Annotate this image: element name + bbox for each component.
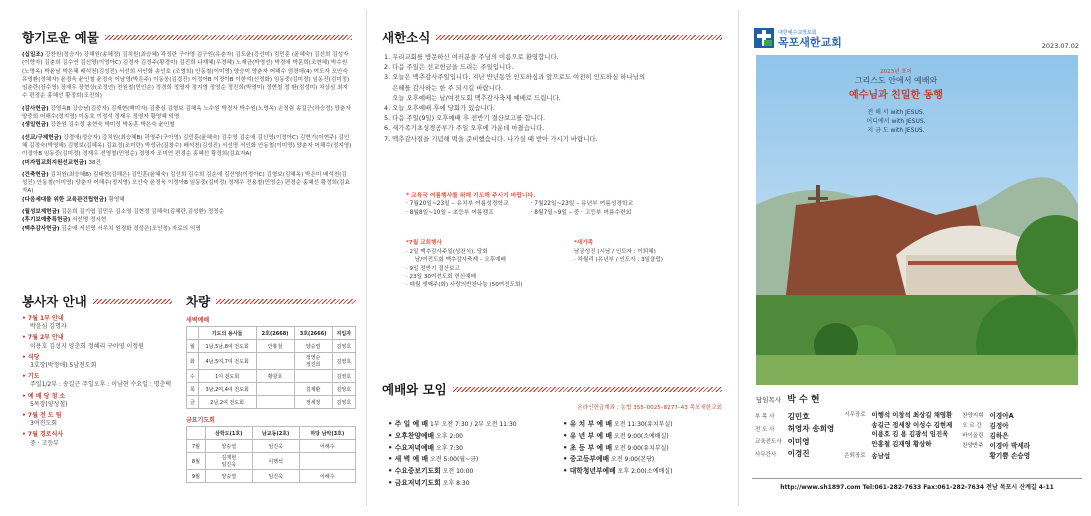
title-hatch [436,35,722,40]
service-section [22,292,172,448]
staff-row [959,450,1033,460]
church-logo [754,28,842,48]
prayer-box [406,192,722,218]
staff-label: 전 도 사 [755,426,775,433]
motto-line2: 예수님과 친밀한 동행 [849,90,943,101]
service-detail: 3호장(박정애) 5남전도회 [30,362,97,370]
table-row [187,470,356,483]
table-cell: 양승열 [205,470,252,483]
table-cell: 7월 [187,440,206,453]
family-item: · 차월리 (유년부 / 인도자 : 3일클럽) [574,257,663,264]
table-cell: 삼학도(1호) [205,427,252,440]
title-hatch [105,35,352,40]
worship-time: 오전 9:00(소예배실) [612,432,669,440]
staff-name: 이경아A [989,412,1014,420]
table-cell: 김영호 [332,383,355,396]
motto-banner [816,67,976,134]
family-block [574,239,663,289]
worship-name: • 금요저녁기도회 [388,478,441,487]
service-heading: • 7월 1부 안내 [22,315,64,322]
worship-time: 오후 7:30 [434,444,463,452]
table-row [187,327,356,340]
news-item: 은혜를 감사하는 한 주 되시길 바랍니다. [384,83,504,92]
worship-name: • 수요저녁예배 [388,443,435,452]
service-detail: 5목장(양성철) [30,400,68,408]
news-item: 2. 다음 주일은 선교헌금을 드리는 주일입니다. [384,63,514,72]
title-hatch [453,387,722,392]
service-list [22,315,172,448]
motto-sub1: 전 해 서 with JESUS. [867,109,925,116]
staff-row [752,410,837,423]
staff-name: 김하은 [989,432,1009,440]
family-title: *새가족 [574,240,594,247]
motto-sub3: 지 금 도 with JESUS. [867,127,925,134]
prayer-title: * 교육국 여름행사를 위해 기도해 주시기 바랍니다. [406,192,536,199]
staff-row [752,435,837,448]
service-detail: 박윤심 김명자 [30,323,67,331]
staff-name: 김민호 [787,411,810,421]
church-logo-text [778,28,842,48]
spring-entry: (맥추감사헌금) 김순애 서선명 서우치 원경화 정성은(조인정) 자료의 익명 [22,225,201,232]
table-cell: 3호(2666) [294,327,332,340]
table-row [187,396,356,409]
worship-time: 오후 8:30 [440,479,470,487]
news-item: 오늘 오후예배는 남/여전도회 맥추감사축제 예배로 드립니다. [384,93,561,102]
news-item: 5. 다음 주일(9일) 오후예배 후 전반기 결산보고를 합니다. [384,114,546,123]
column-news [370,0,732,516]
column-cover [742,0,1091,516]
table-cell: 황광호 [256,370,294,383]
table-cell: 목 [187,383,199,396]
next-gen-entry: (다음세대를 위한 교육관건립헌금) 황영혜 [22,196,125,203]
table-row [187,370,356,383]
elders-names: 이행석 이창석 최상길 채영환 송길근 정세창 이성수 김현제 이용호 김 용 김광석 임진욱 안홍철 김재영 황상하 [871,411,953,448]
staff-row [959,440,1033,450]
birthday-entry: (생일헌금) 강찬원 김수정 송현숙 박미정 박동훈 박은숙 윤인철 [22,122,175,129]
family-list [574,248,663,265]
table-cell: 기도의 용사들 [198,327,256,340]
offering-list [22,51,352,233]
staff-row [959,430,1033,440]
staff-block [752,410,1033,460]
staff-label: 오 르 간 [962,423,982,429]
staff-right [959,410,1033,460]
news-item: 4. 오늘 오후예배 후에 당회가 있습니다. [384,104,495,113]
worship-name: • 오후찬양예배 [388,431,435,440]
prayer-right [531,200,634,217]
car-table-friday [186,426,356,483]
news-item: 3. 오늘은 맥추감사주일입니다. 지난 반년동안 인도하심과 앞으로도 여전히 인도하실 하나님의 [384,73,645,82]
worship-item [563,466,673,478]
service-heading: • 예 배 당 청 소 [22,392,66,400]
table-cell [294,370,332,383]
news-item: 7. 맥추감사절을 기념해 떡을 준비했습니다. 나가실 때 받아 가시기 바랍니다. [384,134,598,143]
cross-logo-icon [754,28,774,48]
event-item: · 9일 전반기 결산보고 [406,265,460,272]
events-list [406,248,574,290]
table-cell: 남교동(2호) [252,427,299,440]
event-item: · 2일 맥추감사주일(성찬식), 당회 [406,248,488,255]
worship-section-title: 예배와 모임 [382,380,722,398]
table-cell: 안홍철 [256,340,294,353]
service-heading: • 7월 2부 안내 [22,334,64,342]
staff-name: 허영자 송희영 [787,424,835,434]
service-heading: • 식당 [22,353,40,361]
table-cell: 4남,5여,7여 전도회 [198,353,256,370]
service-detail: 3여전도회 [30,420,58,428]
service-heading: • 기도 [22,373,40,381]
service-heading: • 7월 경로식사 [22,431,64,439]
staff-label: 교육전도사 [755,439,782,446]
bulletin-date: 2023.07.02 [1041,42,1079,50]
prayer-item: · 8월7일~9일 – 중 · 고등부 여름수련회 [530,209,632,216]
footer-contact: http://www.sh1897.com Tel:061-282-7633 Fax:061-282-7634 전남 목포시 산계길 4-11 [752,478,1082,491]
staff-row [959,410,1033,420]
staff-row [959,420,1033,430]
table-cell: 하당 남악(3호) [299,427,355,440]
morning-entry: (월성보제헌금) 김은희 김기엽 김민우 김소영 김현정 김혜숙(김혜란,김성환) 정정순 [22,209,225,216]
worship-item [388,466,553,478]
event-item: · 23일 30여전도회 헌신예배 [406,273,476,280]
staff-left [752,410,837,460]
table-cell: 1여 전도회 [198,370,256,383]
prayer-item: · 7월22일~23일 – 유년부 여름성경학교 [530,201,634,208]
table-row [187,340,356,353]
table-cell [256,383,294,396]
worship-name: • 수요중보기도회 [388,467,441,476]
worship-name: • 유 년 부 예 배 [563,431,613,440]
table-cell: 지입자 [332,327,355,340]
staff-label: 부 목 사 [755,414,775,421]
offering-section-title: 향기로운 예물 [22,28,352,46]
table-cell [256,396,294,409]
title-hatch [93,299,172,304]
mission-entry: (선교/구제헌금) 강경애(정승자) 강치원(최승혜B) 곽영주(구아영) 김민훈(윤혜숙) 김수영 김순애 김신영(이정아C) 김현기(이현주) 김인혜 김정숙(박영혜) 김형보(김혜옥) 김효정(조미란) 박성규(김창수) 배석천(김성진) 서선명 서인화 안동철(이미영) 양춘자 어해수(정지영) 이정아B 임동중(김미정) 정재우 전영철(민영순) 정영자 조미연 편경순 홍혜선 황정희(김효자A) [22,134,352,158]
news-list [382,52,722,144]
worship-name: • 주 일 예 배 [388,420,429,428]
car-section-title: 차량 [186,292,356,310]
service-heading: • 7월 전 도 팀 [22,412,62,420]
worship-item [388,478,553,490]
news-section-title: 새한소식 [382,28,722,46]
worship-time: 오전 10:00 [440,468,474,476]
events-block [406,239,574,289]
staff-label: 사무간사 [755,451,777,458]
worship-time: 오전 9:00(유치부실) [612,444,669,452]
table-row [187,353,356,370]
table-cell: 8월 [187,453,206,470]
staff-name: 이미영 [787,436,810,446]
church-denomination: 대한예수교장로회 [778,30,817,36]
hon-names: 송남섭 [871,451,891,460]
table-cell [256,353,294,370]
worship-item [563,443,673,455]
pastor-name: 박 수 현 [787,395,820,405]
building-entry: (건축헌금) 김치원(최승혜B) 김태현(김해은) 김민훈(윤혜숙) 김선희 김수희 김순애 김신영(이정아C) 김형보(김혜옥) 박은미 배석천(김성진) 안동철(이미영) 양춘자 어해수(정지영) 오안숙 윤경욱 이정아B 임동중(김미정) 정재우 전용철(민영순) 편경순 홍혜선 황정희(김효자A) [22,171,350,195]
prayer-item: · 7월20일~23일 – 유치부 여름성경학교 [406,201,509,208]
worship-time: 오전 5:00(월~금) [428,456,479,464]
table-cell: 3남,2여,4여 전도회 [198,383,256,396]
jugong-entry: (후기보예충특헌금) 서선명 정시현 [22,217,107,224]
table-cell: 김영호 [332,353,355,370]
staff-row [752,448,837,461]
worship-name: • 대학청년부예배 [563,467,616,476]
hon-label: 은퇴장로 [844,453,866,460]
worship-left [388,419,553,490]
table-row [187,440,356,453]
worship-time: 오후 2:00(소예배실) [615,468,673,476]
table-cell: 김영호 [332,370,355,383]
news-item: 1. 우리교회를 방문하신 여러분을 주님의 이름으로 환영합니다. [384,53,559,61]
table-cell [187,427,206,440]
staff-label: 찬양반주 [962,443,984,449]
worship-item [388,431,553,443]
table-cell: 임진욱 [252,470,299,483]
table-cell [299,453,355,470]
table-row [187,383,356,396]
car-sub-friday: 금요기도회 [186,417,215,424]
staff-name: 김정아 [989,422,1009,430]
staff-label [959,450,986,460]
motto-year: 2023년 표어 [880,69,912,75]
worship-item [563,419,673,431]
mission-a-entry: (미자립교회지원선교헌금) 38건 [22,159,101,166]
table-cell: 정세정 [294,396,332,409]
event-item: 남/여전도회 맥추감사축제 – 오후예배 [406,257,506,264]
table-cell: 임진욱 [252,440,299,453]
staff-row [752,423,837,436]
pastor-label: 담임목사 [756,396,782,404]
table-cell: 월 [187,340,199,353]
table-cell: 김영호 [332,396,355,409]
worship-item [388,443,553,455]
cover-photo [756,55,1078,385]
worship-times [382,419,722,490]
worship-right [563,419,673,490]
worship-name: • 중고등부예배 [563,455,610,464]
table-cell: 이행석 [252,453,299,470]
worship-time: 오전 11:30(유치부실) [612,421,673,428]
prayer-items [406,200,722,217]
service-section-title: 봉사자 안내 [22,292,172,310]
table-cell: 양승열 [205,440,252,453]
car-table-dawn [186,326,356,409]
worship-item [563,431,673,443]
worship-name: • 새 벽 예 배 [388,455,429,464]
news-item: 6. 새가족기초성경공부가 주일 오후에 가운데 마쳤습니다. [384,124,545,133]
worship-section [382,380,722,490]
table-cell: 1남,5남,8여 전도회 [198,340,256,353]
staff-label: 찬양지휘 [962,413,984,419]
service-detail: 주일1/2부 : 송길근 주일오후 : 이남현 수요일 : 명춘택 [30,381,172,389]
staff-elders [841,410,955,460]
table-cell: 금 [187,396,199,409]
staff-name: 황기쁨 손승영 [989,452,1031,460]
prayer-item: · 8월8일~10일 – 초등부 여름캠프 [406,209,494,216]
service-detail: 중 · 고등부 [30,439,59,447]
worship-item [388,419,553,431]
table-cell: 2호(2668) [256,327,294,340]
tithe-entry: (십일조) 강찬원(정승자) 강해원(송혜정) 김치원(최승혜) 곽정란 구아영 김구원(유춘자) 김도윤(강선미) 김민훈 (윤혜숙) 김선희 김성자(이향자) 김춘희 김수연 김신영(이영아C) 김정자 김정주(황경미) 김진희 나재혜(우경혜) 노재균(박영선) 박경애 박문희(조현혜) 박수원(노명옥) 박윤남 박은혜 배석천(김성진) 서선희 서인화 송인호 (조영희) 안동철(이미영) 양승미 양춘자 어해수 엄경애(4) 여도자 오안숙 유영환(정혜자) 윤경욱 윤인철 윤정숙 이남영(박은주) 이동웅(김경진) 이정아B 이정아B 이한석(신정화) 임동중(김미정) 임동진(김미정) 임춘란(장수영) 장재우 장현상(조정연) 전원철(민인순) 정경희 정영자 정지영 정영순 정진희(박영미) 정현철 정 환(김성미) 차상심 최지수 편경순 홍혜선 황정희(조진희) [22,52,350,100]
column-divider [738,10,739,506]
prayer-left [406,200,509,217]
table-row [187,427,356,440]
worship-item [388,454,553,466]
motto-line1: 그리스도 안에서 예배와 [854,76,938,85]
table-cell: 수 [187,370,199,383]
events-box [406,239,722,289]
table-cell: 어해수 [299,440,355,453]
family-item: 남궁성진 (시남 / 인도자 : 이퇴혜) [574,248,656,255]
gratitude-entry: (감사헌금) 강영옥B 강승남(김중자) 김재현(백미자) 김충심 김형보 김혜옥 노수원 박경자 박수원(노명옥) 손정림 송길근(하승정) 양춘자 양중희 어해수(정지영) 이동호 이정석 정재우 정영자 황영혜 익명 [22,105,351,121]
church-name: 목포새한교회 [778,36,842,49]
elders-label: 시무장로 [844,412,866,418]
table-cell: 화 [187,353,199,370]
table-cell: 어해수 [299,470,355,483]
worship-time: 오후 2:00 [434,432,463,440]
worship-item [563,454,673,466]
worship-account: 온라인헌금계좌 : 농협 355–0025–8277–43 목포새한교회 [577,405,722,411]
table-row [187,453,356,470]
table-cell: 정영순 정진희 [294,353,332,370]
column-divider [366,10,367,506]
title-hatch [216,299,356,304]
staff-name: 이경진 [787,449,810,459]
car-section [186,292,356,483]
motto-sub2: 어디에서 with JESUS. [866,118,926,125]
event-item: · 매월 셋째주(화) 사랑의반찬나눔 (50여전도회) [406,282,523,289]
worship-name: • 초 등 부 예 배 [563,443,613,452]
service-detail: 이용호 김성지 양춘희 정혜리 구아영 이정원 [30,342,144,350]
column-offerings [0,0,362,516]
table-cell: 김재현 임진욱 [205,453,252,470]
table-cell: 양승열 [294,340,332,353]
car-sub-dawn: 새벽예배 [186,317,210,324]
table-cell: 김영호 [332,340,355,353]
table-cell: 김제환 [294,383,332,396]
table-cell: 9월 [187,470,206,483]
pastor-line [756,392,820,405]
worship-time: 1부 오전 7:30 / 2부 오전 11:30 [428,421,517,428]
worship-time: 오전 9:00(본당) [609,456,655,464]
table-cell: 2남,2여 전도회 [198,396,256,409]
table-cell [187,327,199,340]
events-title: *7월 교회행사 [406,240,442,247]
staff-label: 바이올린 [962,433,984,439]
staff-name: 이경아 박세라 [989,442,1031,450]
worship-name: • 유 치 부 예 배 [563,420,613,428]
